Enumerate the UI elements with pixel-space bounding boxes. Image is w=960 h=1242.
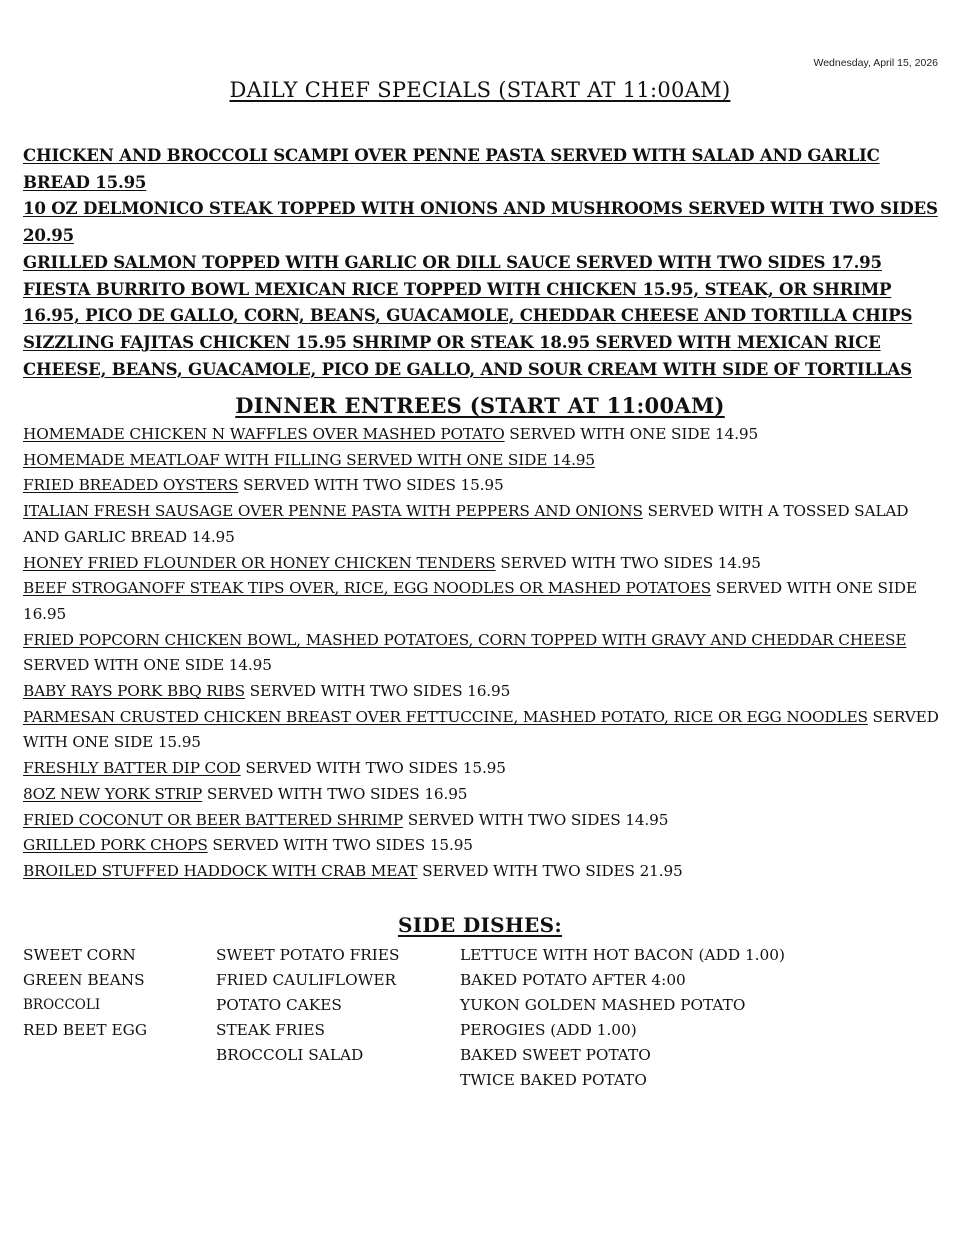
dinner-item [23,859,941,885]
dinner-item-detail: SERVED WITH ONE SIDE 15.95 [23,707,939,752]
special-item: SIZZLING FAJITAS CHICKEN 15.95 SHRIMP OR STEAK 18.95 SERVED WITH MEXICAN RICE CHEESE, BEANS, GUACAMOLE, PICO DE GALLO, AND SOUR CREAM WITH SIDE OF TORTILLAS [23,331,912,379]
side-item: SWEET POTATO FRIES [216,946,400,964]
dinner-item-detail: SERVED WITH TWO SIDES 15.95 [240,759,506,778]
sides-column-3 [460,943,785,1093]
dinner-item-detail: SERVED WITH TWO SIDES 15.95 [207,836,473,855]
dinner-item-detail: SERVED WITH A TOSSED SALAD AND GARLIC BREAD 14.95 [23,502,909,546]
dinner-item [23,808,941,834]
side-item: BROCCOLI SALAD [216,1046,364,1064]
dinner-item [23,782,941,808]
side-item: GREEN BEANS [23,971,145,989]
dinner-item-detail: SERVED WITH TWO SIDES 16.95 [244,682,511,701]
specials-list [23,142,938,382]
special-item: FIESTA BURRITO BOWL MEXICAN RICE TOPPED WITH CHICKEN 15.95, STEAK, OR SHRIMP 16.95, PICO DE GALLO, CORN, BEANS, GUACAMOLE, CHEDDAR CHEESE AND TORTILLA CHIPS [23,278,913,326]
sides-column-2 [216,943,399,1068]
side-item: FRIED CAULIFLOWER [216,971,397,989]
dinner-item-detail: SERVED WITH TWO SIDES 15.95 [238,476,504,495]
side-item: POTATO CAKES [216,996,342,1014]
sides-title: SIDE DISHES: [397,913,563,937]
dinner-item-name: 8OZ NEW YORK STRIP [23,784,203,803]
menu-date: Wednesday, April 15, 2026 [813,57,938,69]
dinner-item-name: PARMESAN CRUSTED CHICKEN BREAST OVER FETTUCCINE, MASHED POTATO, RICE OR EGG NOODLES [23,707,868,726]
side-item: BAKED SWEET POTATO [460,1046,651,1064]
dinner-item-detail: SERVED WITH ONE SIDE 14.95 [504,425,759,443]
sides-column-1 [23,943,147,1043]
side-item: RED BEET EGG [23,1021,148,1039]
dinner-item-name: HOMEMADE CHICKEN N WAFFLES OVER MASHED POTATO [23,425,505,443]
dinner-item-name: BROILED STUFFED HADDOCK WITH CRAB MEAT [23,861,418,880]
dinner-item [23,473,941,499]
side-item: SWEET CORN [23,946,136,964]
side-item: STEAK FRIES [216,1021,326,1039]
dinner-item [23,422,941,448]
dinner-item-name: HOMEMADE MEATLOAF WITH FILLING SERVED WITH ONE SIDE 14.95 [23,450,595,469]
dinner-item-detail: SERVED WITH TWO SIDES 21.95 [417,861,683,880]
dinner-list [23,422,941,885]
special-item: GRILLED SALMON TOPPED WITH GARLIC OR DILL SAUCE SERVED WITH TWO SIDES 17.95 [23,251,882,272]
specials-title: DAILY CHEF SPECIALS (START AT 11:00AM) [229,78,731,102]
dinner-item [23,705,941,756]
side-item: BAKED POTATO AFTER 4:00 [460,971,686,989]
side-item: TWICE BAKED POTATO [460,1071,647,1089]
dinner-title: DINNER ENTREES (START AT 11:00AM) [235,393,725,418]
dinner-item [23,576,941,627]
special-item: 10 OZ DELMONICO STEAK TOPPED WITH ONIONS AND MUSHROOMS SERVED WITH TWO SIDES 20.95 [23,198,938,246]
side-item: BROCCOLI [23,997,101,1013]
dinner-item [23,499,941,550]
dinner-item-detail: SERVED WITH ONE SIDE 14.95 [23,656,272,675]
dinner-item-name: FRESHLY BATTER DIP COD [23,759,241,778]
side-item: YUKON GOLDEN MASHED POTATO [460,996,746,1014]
dinner-item-detail: SERVED WITH TWO SIDES 14.95 [495,553,761,572]
side-item: PEROGIES (ADD 1.00) [460,1021,637,1039]
dinner-item [23,551,941,577]
dinner-item [23,448,941,474]
dinner-item-name: HONEY FRIED FLOUNDER OR HONEY CHICKEN TENDERS [23,553,496,572]
dinner-item [23,833,941,859]
dinner-item [23,679,941,705]
dinner-item-detail: SERVED WITH ONE SIDE 16.95 [23,579,917,623]
dinner-item-name: BABY RAYS PORK BBQ RIBS [23,682,245,701]
dinner-item [23,756,941,782]
dinner-item-name: GRILLED PORK CHOPS [23,836,208,855]
dinner-item-name: ITALIAN FRESH SAUSAGE OVER PENNE PASTA WITH PEPPERS AND ONIONS [23,502,643,521]
dinner-item-detail: SERVED WITH TWO SIDES 14.95 [403,810,669,829]
dinner-item-detail: SERVED WITH TWO SIDES 16.95 [202,784,468,803]
dinner-item-name: FRIED BREADED OYSTERS [23,476,239,495]
dinner-item-name: BEEF STROGANOFF STEAK TIPS OVER, RICE, EGG NOODLES OR MASHED POTATOES [23,579,712,598]
side-item: LETTUCE WITH HOT BACON (ADD 1.00) [460,946,785,964]
dinner-item [23,628,941,679]
dinner-item-name: FRIED COCONUT OR BEER BATTERED SHRIMP [23,810,404,829]
special-item: CHICKEN AND BROCCOLI SCAMPI OVER PENNE PASTA SERVED WITH SALAD AND GARLIC BREAD 15.95 [23,145,880,192]
dinner-item-name: FRIED POPCORN CHICKEN BOWL, MASHED POTATOES, CORN TOPPED WITH GRAVY AND CHEDDAR CHEESE [23,630,907,649]
